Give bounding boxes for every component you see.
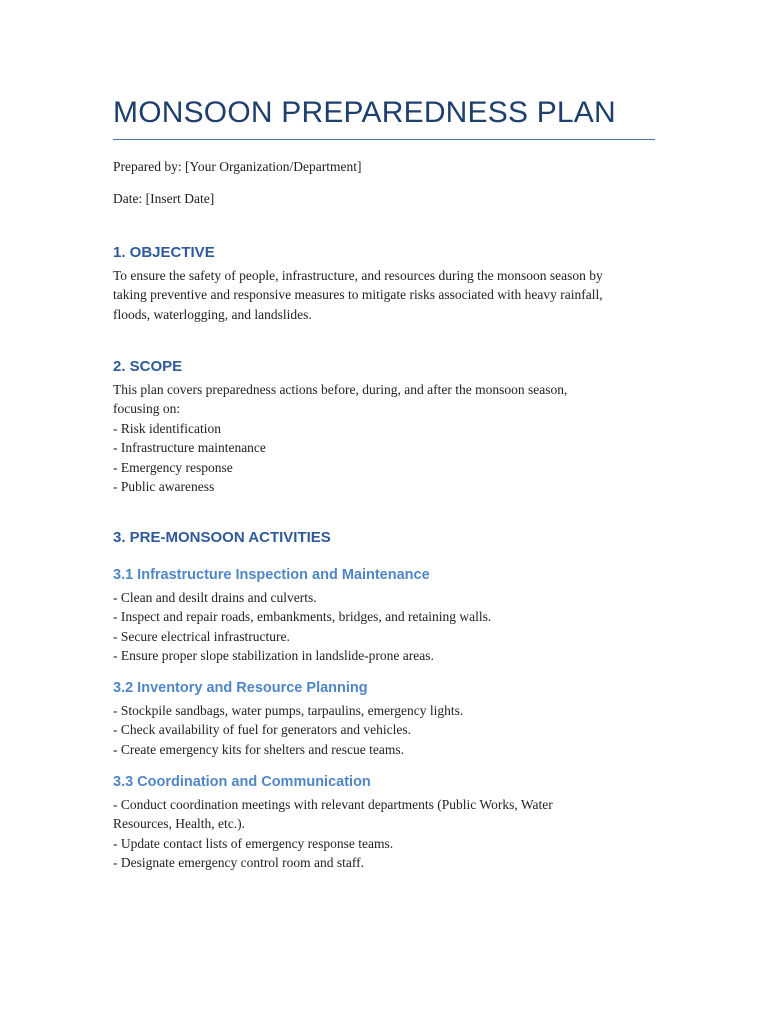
list-item: - Clean and desilt drains and culverts. — [113, 590, 317, 605]
list-item: - Create emergency kits for shelters and rescue teams. — [113, 741, 405, 757]
scope-body — [113, 380, 567, 496]
list-item: - Stockpile sandbags, water pumps, tarpaulins, emergency lights. — [113, 703, 464, 718]
scope-heading: 2. SCOPE — [113, 358, 183, 375]
list-item: - Inspect and repair roads, embankments, bridges, and retaining walls. — [113, 609, 492, 625]
list-item: - Designate emergency control room and staff. — [113, 855, 365, 871]
objective-body — [113, 266, 603, 324]
scope-line: This plan covers preparedness actions before, during, and after the monsoon season, — [113, 382, 568, 397]
title-underline — [113, 139, 655, 140]
list-item: Resources, Health, etc.). — [113, 816, 245, 832]
inventory-subheading: 3.2 Inventory and Resource Planning — [113, 680, 368, 696]
coordination-subheading: 3.3 Coordination and Communication — [113, 774, 371, 790]
objective-line: floods, waterlogging, and landslides. — [113, 306, 312, 322]
scope-list-item: - Emergency response — [113, 459, 233, 475]
objective-line: taking preventive and responsive measures to mitigate risks associated with heavy rainfall, — [113, 287, 603, 303]
scope-line: focusing on: — [113, 401, 181, 417]
list-item: - Check availability of fuel for generators and vehicles. — [113, 722, 412, 738]
list-item: - Conduct coordination meetings with relevant departments (Public Works, Water — [113, 797, 553, 812]
list-item: - Secure electrical infrastructure. — [113, 628, 290, 644]
list-item: - Update contact lists of emergency response teams. — [113, 835, 394, 851]
objective-line: To ensure the safety of people, infrastructure, and resources during the monsoon season by — [113, 268, 603, 283]
coordination-list — [113, 795, 553, 873]
infrastructure-list — [113, 588, 491, 666]
prepared-by-line: Prepared by: [Your Organization/Department] — [113, 159, 362, 174]
infrastructure-subheading: 3.1 Infrastructure Inspection and Maintenance — [113, 567, 430, 583]
list-item: - Ensure proper slope stabilization in landslide-prone areas. — [113, 648, 434, 664]
scope-list-item: - Public awareness — [113, 478, 215, 494]
document-title: MONSOON PREPAREDNESS PLAN — [113, 96, 616, 129]
inventory-list — [113, 701, 463, 759]
scope-list-item: - Risk identification — [113, 420, 221, 436]
scope-list-item: - Infrastructure maintenance — [113, 440, 266, 456]
objective-heading: 1. OBJECTIVE — [113, 244, 215, 261]
pre-monsoon-heading: 3. PRE-MONSOON ACTIVITIES — [113, 529, 331, 546]
date-line: Date: [Insert Date] — [113, 191, 215, 206]
